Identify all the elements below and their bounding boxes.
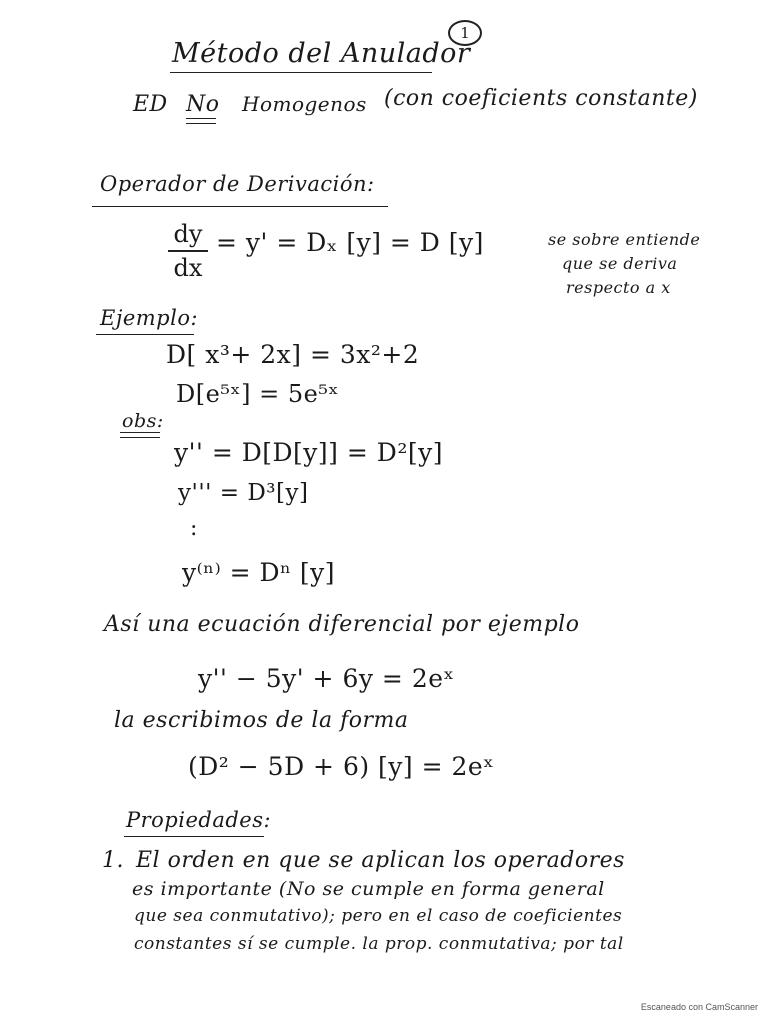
obs-line-3: : [190,516,198,541]
derivative-equation: = y' = Dₓ [y] = D [y] [216,228,484,257]
derivative-denominator: dx [173,254,203,282]
operator-heading-underline [92,206,388,207]
property-1-number: 1. [102,848,124,873]
obs-line-2: y''' = D³[y] [178,480,309,506]
example-2: D[e⁵ˣ] = 5e⁵ˣ [176,380,340,408]
forma-text: la escribimos de la forma [114,708,409,733]
example-1: D[ x³+ 2x] = 3x²+2 [166,340,420,369]
derivative-note-line-3: respecto a x [566,278,671,297]
asi-text: Así una ecuación diferencial por ejemplo [104,612,580,637]
example-heading: Ejemplo: [100,306,199,330]
page-title: Método del Anulador [172,38,471,69]
subtitle-parenthetical: (con coeficients constante) [384,86,698,111]
property-1-line-1: El orden en que se aplican los operadores [136,848,625,873]
obs-underline-2 [120,437,160,438]
example-heading-underline [96,334,194,335]
derivative-fraction [168,220,208,282]
derivative-note-line-1: se sobre entiende [548,230,701,249]
property-1-line-4: constantes sí se cumple. la prop. conmutativa; por tal [134,934,624,954]
scanner-watermark: Escaneado con CamScanner [640,1002,758,1012]
obs-line-1: y'' = D[D[y]] = D²[y] [174,438,443,467]
subtitle-no: No [186,92,220,117]
derivative-note-line-2: que se deriva [562,254,678,273]
no-double-underline-2 [186,123,216,124]
operator-heading: Operador de Derivación: [100,172,375,196]
title-underline [170,72,432,73]
page-number-badge: 1 [448,20,482,46]
derivative-numerator: dy [168,220,208,252]
property-1-line-3: que sea conmutativo); pero en el caso de coeficientes [134,906,623,926]
properties-heading-underline [124,836,264,837]
obs-heading: obs: [122,410,164,432]
obs-underline-1 [120,432,160,433]
subtitle-homogeneous: Homogenos [242,92,367,116]
obs-line-4: y⁽ⁿ⁾ = Dⁿ [y] [182,558,335,587]
operator-form: (D² − 5D + 6) [y] = 2eˣ [188,752,495,781]
equation-example: y'' − 5y' + 6y = 2eˣ [198,664,455,693]
property-1-line-2: es importante (No se cumple en forma general [132,878,605,900]
properties-heading: Propiedades: [126,808,272,832]
no-double-underline-1 [186,118,216,119]
subtitle-ed: ED [133,92,168,117]
